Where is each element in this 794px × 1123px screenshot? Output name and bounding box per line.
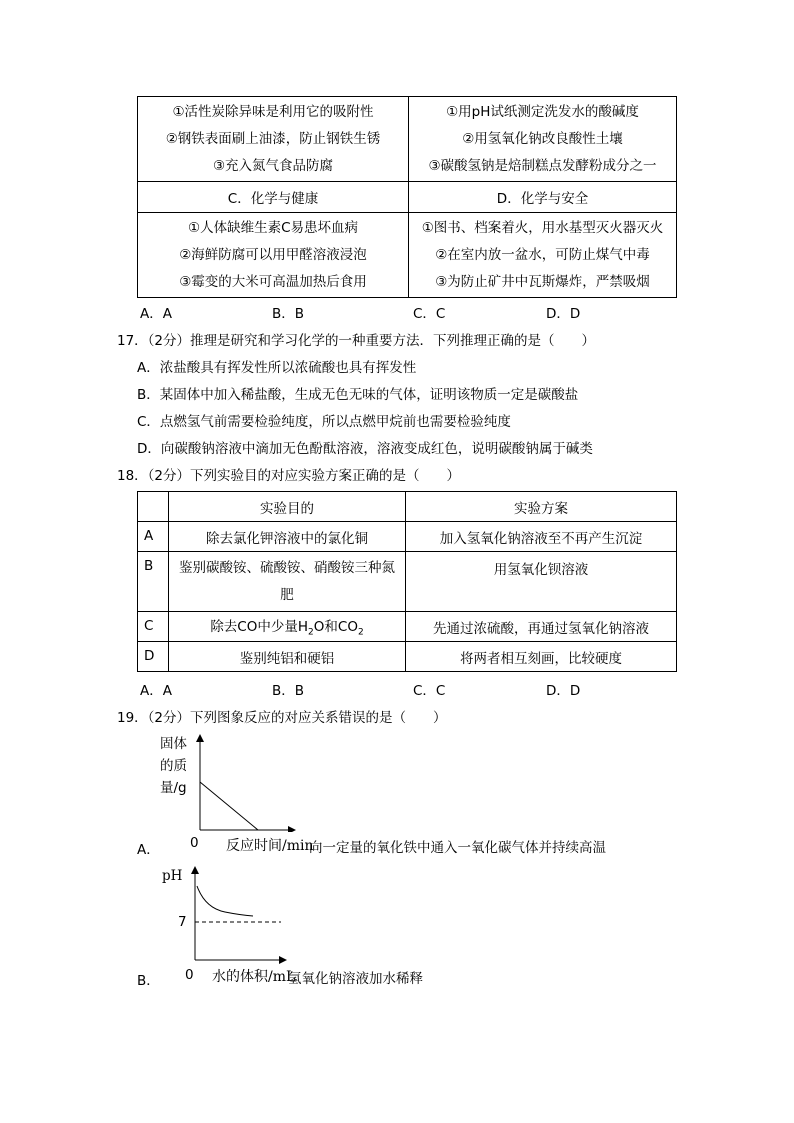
q16-option-d[interactable]: D．D	[546, 306, 581, 322]
q17-choice-d[interactable]: D．向碳酸钠溶液中滴加无色酚酞溶液，溶液变成红色，说明碳酸钠属于碱类	[137, 441, 593, 457]
q19-graph-b-curve	[197, 886, 253, 916]
q19-graph-a-xlabel: 反应时间/min	[226, 838, 314, 854]
q16-d-item: ②在室内放一盆水，可防止煤气中毒	[435, 247, 650, 263]
q16-b-item: ①用pH试纸测定洗发水的酸碱度	[446, 104, 639, 120]
q19-graph-a-x-arrow	[288, 826, 296, 832]
q19-stem: 19．（2分）下列图象反应的对应关系错误的是（ ）	[117, 710, 447, 726]
q16-c-header: C．化学与健康	[138, 182, 409, 213]
q19-graph-a-curve	[200, 782, 258, 830]
q16-option-c[interactable]: C．C	[413, 306, 446, 322]
q19-graph-a-y-arrow	[196, 734, 204, 742]
q19-graph-b	[185, 864, 295, 964]
q19-graph-a-ylabel-line: 量/g	[160, 780, 187, 796]
q16-a-item: ①活性炭除异味是利用它的吸附性	[172, 104, 374, 120]
q19-graph-b-caption: 氢氧化钠溶液加水稀释	[288, 971, 423, 987]
q19-graph-a-ylabel-line: 的质	[160, 758, 187, 774]
q17-stem: 17．（2分）推理是研究和学习化学的一种重要方法．下列推理正确的是（ ）	[117, 333, 596, 349]
q18-goal-line: 肥	[280, 586, 294, 603]
q17-choice-b[interactable]: B．某固体中加入稀盐酸，生成无色无味的气体，证明该物质一定是碳酸盐	[137, 387, 579, 403]
q19-graph-b-ytick: 7	[178, 914, 187, 930]
q17-choice-a[interactable]: A．浓盐酸具有挥发性所以浓硫酸也具有挥发性	[137, 360, 417, 376]
q19-graph-a-ylabel-line: 固体	[160, 736, 187, 752]
q18-goal: 鉴别纯铝和硬铝	[169, 642, 406, 672]
q18-options	[140, 679, 580, 699]
q16-options	[140, 302, 580, 322]
q16-cell-d	[409, 213, 677, 298]
q18-row-letter: C	[138, 612, 169, 642]
q18-option-c[interactable]: C．C	[413, 683, 446, 699]
q18-goal-line: 鉴别碳酸铵、硫酸铵、硝酸铵三种氮	[179, 559, 395, 576]
q18-goal-text: O和CO	[313, 619, 358, 636]
q16-cell-c	[138, 213, 409, 298]
q18-header-goal: 实验目的	[169, 492, 406, 522]
q19-graph-b-x-arrow	[279, 956, 287, 964]
q18-row-letter: D	[138, 642, 169, 672]
q16-d-header: D．化学与安全	[409, 182, 677, 213]
q19-graph-b-label[interactable]: B．	[137, 973, 160, 989]
q19-graph-a-origin: 0	[190, 835, 199, 851]
q18-table	[137, 491, 677, 672]
q16-cell-b	[409, 97, 677, 182]
q18-plan: 将两者相互刻画，比较硬度	[406, 642, 677, 672]
q18-option-b[interactable]: B．B	[272, 683, 305, 699]
q18-goal-sub: 2	[308, 627, 314, 638]
q19-graph-a	[190, 732, 300, 832]
q18-header-plan: 实验方案	[406, 492, 677, 522]
q16-c-item: ②海鲜防腐可以用甲醛溶液浸泡	[179, 247, 367, 263]
q16-d-item: ①图书、档案着火，用水基型灭火器灭火	[421, 220, 664, 236]
q18-goal-sub: 2	[357, 627, 364, 638]
q16-b-item: ②用氢氧化钠改良酸性土壤	[462, 131, 623, 147]
q18-option-d[interactable]: D．D	[546, 683, 581, 699]
q18-plan: 加入氢氧化钠溶液至不再产生沉淀	[406, 522, 677, 552]
q18-stem: 18．（2分）下列实验目的对应实验方案正确的是（ ）	[117, 468, 461, 484]
q18-plan: 用氢氧化钡溶液	[406, 552, 677, 612]
q16-c-item: ③霉变的大米可高温加热后食用	[179, 274, 367, 290]
q16-a-item: ③充入氮气食品防腐	[212, 158, 334, 174]
q17-choice-c[interactable]: C．点燃氢气前需要检验纯度，所以点燃甲烷前也需要检验纯度	[137, 414, 511, 430]
q18-row-letter: A	[138, 522, 169, 552]
q19-graph-b-y-arrow	[191, 866, 199, 874]
q19-graph-b-origin: 0	[185, 967, 194, 983]
q18-plan: 先通过浓硫酸，再通过氢氧化钠溶液	[406, 612, 677, 642]
q19-graph-a-caption: 向一定量的氧化铁中通入一氧化碳气体并持续高温	[309, 840, 606, 856]
q16-c-item: ①人体缺维生素C易患坏血病	[187, 220, 359, 236]
q18-goal: 除去氯化钾溶液中的氯化铜	[169, 522, 406, 552]
q16-option-a[interactable]: A．A	[140, 306, 172, 322]
q16-d-item: ③为防止矿井中瓦斯爆炸，严禁吸烟	[435, 274, 650, 290]
q16-b-item: ③碳酸氢钠是焙制糕点发酵粉成分之一	[428, 158, 657, 174]
q16-cell-a	[138, 97, 409, 182]
q18-row-letter: B	[138, 552, 169, 612]
q19-graph-b-xlabel: 水的体积/mL	[212, 969, 296, 985]
q16-option-b[interactable]: B．B	[272, 306, 305, 322]
q16-table	[137, 96, 677, 298]
q18-corner	[138, 492, 169, 522]
q18-option-a[interactable]: A．A	[140, 683, 172, 699]
q19-graph-a-label[interactable]: A．	[137, 842, 160, 858]
q19-graph-b-ylabel: pH	[162, 868, 183, 884]
q18-goal	[169, 612, 406, 642]
q18-goal	[169, 552, 406, 612]
q16-a-item: ②钢铁表面刷上油漆，防止钢铁生锈	[165, 131, 381, 147]
q18-goal-text: 除去CO中少量H	[210, 619, 309, 636]
